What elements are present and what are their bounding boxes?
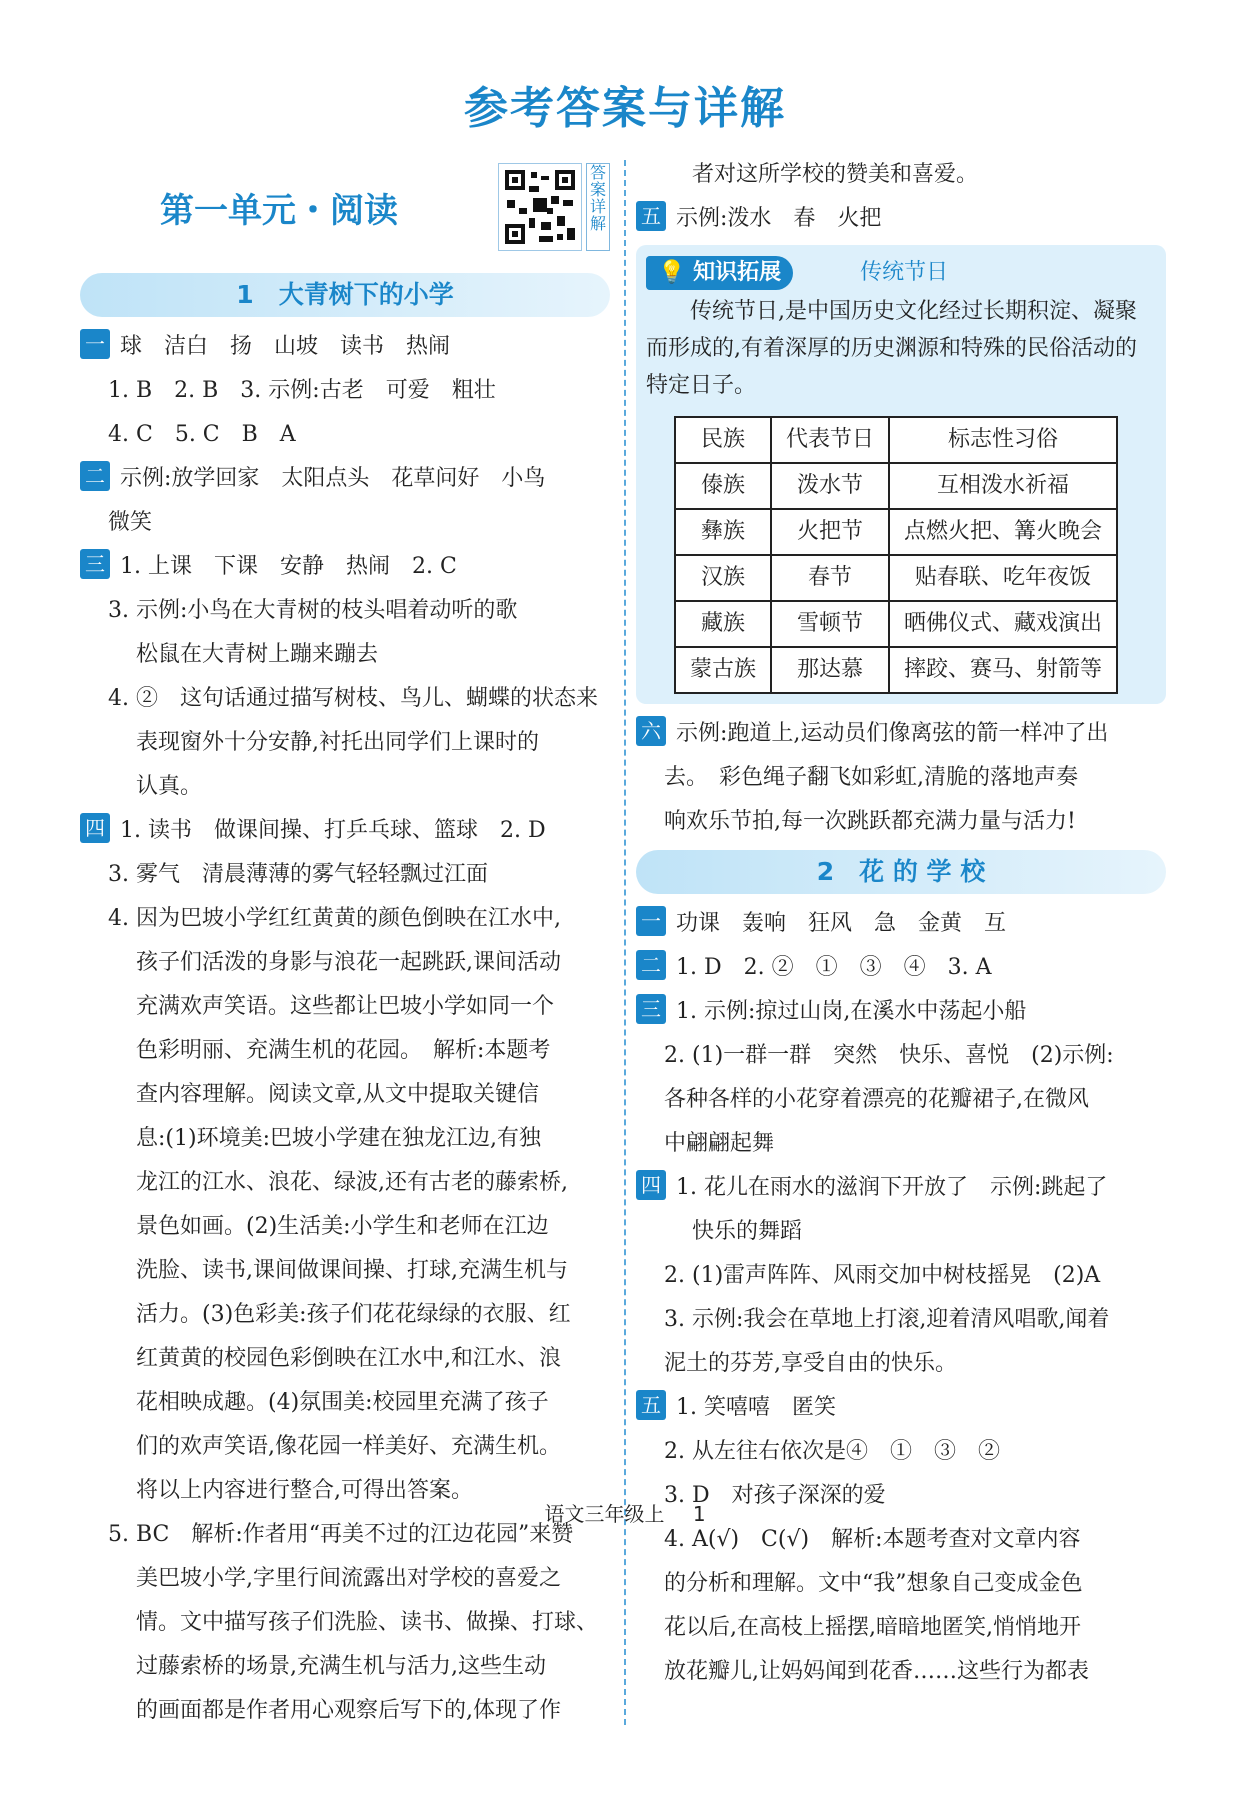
answer-text: 活力。(3)色彩美:孩子们花花绿绿的衣服、红 [136, 1302, 571, 1327]
answer-text: 松鼠在大青树上蹦来蹦去 [136, 642, 379, 667]
knowledge-tag: 💡 知识拓展 [646, 256, 793, 290]
page-number: 1 [692, 1502, 706, 1526]
lightbulb-icon: 💡 [658, 260, 686, 285]
answer-text: 功课 轰响 狂风 急 金黄 互 [676, 911, 1007, 936]
answer-text: 2. 从左往右依次是④ ① ③ ② [664, 1439, 1000, 1464]
answer-line [80, 1689, 610, 1733]
answer-line [80, 589, 610, 633]
column-divider [624, 160, 626, 1725]
answer-text: 的分析和理解。文中“我”想象自己变成金色 [664, 1571, 1083, 1596]
answer-line [636, 1166, 1166, 1210]
answer-text: 红黄黄的校园色彩倒映在江水中,和江水、浪 [136, 1346, 561, 1371]
answer-text: 1. 示例:掠过山岗,在溪水中荡起小船 [676, 999, 1027, 1024]
table-row [675, 647, 1117, 693]
answer-text: 响欢乐节拍,每一次跳跃都充满力量与活力! [664, 809, 1076, 834]
answer-line [636, 153, 1166, 197]
answer-line [80, 1249, 610, 1293]
answer-line [636, 1562, 1166, 1606]
table-header: 标志性习俗 [889, 417, 1117, 463]
table-cell: 那达慕 [771, 647, 889, 693]
answer-line [80, 1337, 610, 1381]
answer-text: 1. 花儿在雨水的滋润下开放了 示例:跳起了 [676, 1175, 1108, 1200]
section-badge: 二 [80, 461, 110, 491]
answer-text: 的画面都是作者用心观察后写下的,体现了作 [136, 1698, 561, 1723]
answer-text: 泥土的芬芳,享受自由的快乐。 [664, 1351, 957, 1376]
section-badge: 一 [636, 906, 666, 936]
section-badge: 四 [636, 1170, 666, 1200]
answer-text: 1. 上课 下课 安静 热闹 2. C [120, 554, 457, 579]
table-row [675, 601, 1117, 647]
table-cell: 藏族 [675, 601, 771, 647]
answer-text: 球 洁白 扬 山坡 读书 热闹 [120, 334, 451, 359]
right-mid-lines [636, 712, 1166, 844]
knowledge-subtitle: 传统节日 [860, 260, 949, 285]
answer-text: 美巴坡小学,字里行间流露出对学校的喜爱之 [136, 1566, 561, 1591]
answer-text: 各种各样的小花穿着漂亮的花瓣裙子,在微风 [664, 1087, 1089, 1112]
answer-text: 过藤索桥的场景,充满生机与活力,这些生动 [136, 1654, 546, 1679]
answer-text: 孩子们活泼的身影与浪花一起跳跃,课间活动 [136, 950, 561, 975]
answer-text: 1. B 2. B 3. 示例:古老 可爱 粗壮 [108, 378, 496, 403]
answer-line [636, 756, 1166, 800]
answer-text: 认真。 [136, 774, 203, 799]
table-cell: 点燃火把、篝火晚会 [889, 509, 1117, 555]
answer-text: 3. D 对孩子深深的爱 [664, 1483, 886, 1508]
answer-line [80, 1557, 610, 1601]
answer-line [636, 1210, 1166, 1254]
answer-text: 3. 示例:我会在草地上打滚,迎着清风唱歌,闻着 [664, 1307, 1110, 1332]
table-row [675, 463, 1117, 509]
section-badge: 三 [636, 994, 666, 1024]
table-cell: 互相泼水祈福 [889, 463, 1117, 509]
knowledge-text: 传统节日,是中国历史文化经过长期积淀、凝聚而形成的,有着深厚的历史渊源和特殊的民俗活动的特定日子。 [646, 299, 1137, 398]
table-row [675, 555, 1117, 601]
footer-subject: 语文三年级上 [544, 1502, 665, 1526]
page-title: 参考答案与详解 [464, 83, 786, 134]
answer-text: 中翩翩起舞 [664, 1131, 775, 1156]
answer-line [80, 1293, 610, 1337]
answer-text: 微笑 [108, 510, 153, 535]
answer-line [80, 1425, 610, 1469]
answer-line [636, 800, 1166, 844]
answer-line [636, 1606, 1166, 1650]
answer-text: 3. 示例:小鸟在大青树的枝头唱着动听的歌 [108, 598, 518, 623]
table-cell: 春节 [771, 555, 889, 601]
answer-text: 示例:放学回家 太阳点头 花草问好 小鸟 [120, 466, 546, 491]
answer-line [80, 1381, 610, 1425]
answer-line [80, 369, 610, 413]
answer-line [80, 501, 610, 545]
section-badge: 五 [636, 1390, 666, 1420]
right-answer-lines [636, 902, 1166, 1694]
answer-text: 5. BC 解析:作者用“再美不过的江边花园”来赞 [108, 1522, 574, 1547]
answer-line [636, 1342, 1166, 1386]
answer-text: 花相映成趣。(4)氛围美:校园里充满了孩子 [136, 1390, 549, 1415]
answer-line [636, 1386, 1166, 1430]
page-footer [0, 1498, 1250, 1527]
festival-table [674, 416, 1118, 694]
table-cell: 泼水节 [771, 463, 889, 509]
unit-title: 第一单元・阅读 [160, 191, 398, 231]
answer-text: 2. (1)雷声阵阵、风雨交加中树枝摇晃 (2)A [664, 1263, 1101, 1288]
table-cell: 蒙古族 [675, 647, 771, 693]
knowledge-box [636, 245, 1166, 704]
section-badge: 二 [636, 950, 666, 980]
answer-text: 4. C 5. C B A [108, 422, 296, 447]
table-cell: 彝族 [675, 509, 771, 555]
answer-line [80, 677, 610, 721]
answer-text: 景色如画。(2)生活美:小学生和老师在江边 [136, 1214, 549, 1239]
answer-line [636, 902, 1166, 946]
answer-line [80, 633, 610, 677]
answer-text: 示例:跑道上,运动员们像离弦的箭一样冲了出 [676, 721, 1109, 746]
answer-text: 1. 笑嘻嘻 匿笑 [676, 1395, 836, 1420]
answer-line [636, 1254, 1166, 1298]
answer-line [80, 853, 610, 897]
answer-line [636, 1122, 1166, 1166]
answer-text: 4. A(√) C(√) 解析:本题考查对文章内容 [664, 1527, 1081, 1552]
answer-line [80, 1073, 610, 1117]
table-cell: 火把节 [771, 509, 889, 555]
section-badge: 一 [80, 329, 110, 359]
table-cell: 雪顿节 [771, 601, 889, 647]
section-badge: 三 [80, 549, 110, 579]
lesson-title-1: 1 大青树下的小学 [80, 273, 610, 317]
table-cell: 贴春联、吃年夜饭 [889, 555, 1117, 601]
answer-text: 洗脸、读书,课间做课间操、打球,充满生机与 [136, 1258, 568, 1283]
answer-text: 3. 雾气 清晨薄薄的雾气轻轻飘过江面 [108, 862, 488, 887]
answer-line [80, 897, 610, 941]
answer-line [636, 712, 1166, 756]
answer-line [636, 197, 1166, 241]
answer-text: 息:(1)环境美:巴坡小学建在独龙江边,有独 [136, 1126, 541, 1151]
answer-line [80, 809, 610, 853]
lesson-title-2: 2 花 的 学 校 [636, 850, 1166, 894]
table-header: 民族 [675, 417, 771, 463]
answer-line [80, 545, 610, 589]
answer-line [80, 1029, 610, 1073]
answer-text: 1. 读书 做课间操、打乒乓球、篮球 2. D [120, 818, 546, 843]
answer-line [636, 990, 1166, 1034]
table-cell: 汉族 [675, 555, 771, 601]
answer-line [80, 765, 610, 809]
answer-line [80, 721, 610, 765]
answer-line [80, 1601, 610, 1645]
qr-label: 答案详解 [586, 163, 610, 251]
answer-text: 4. ② 这句话通过描写树枝、鸟儿、蝴蝶的状态来 [108, 686, 598, 711]
answer-line [636, 946, 1166, 990]
section-badge: 四 [80, 813, 110, 843]
answer-text: 快乐的舞蹈 [692, 1219, 803, 1244]
answer-text: 情。文中描写孩子们洗脸、读书、做操、打球、 [136, 1610, 599, 1635]
answer-line [636, 1078, 1166, 1122]
answer-line [636, 1034, 1166, 1078]
answer-text: 查内容理解。阅读文章,从文中提取关键信 [136, 1082, 539, 1107]
answer-text: 者对这所学校的赞美和喜爱。 [692, 162, 979, 187]
right-column [636, 153, 1166, 1694]
table-header-row [675, 417, 1117, 463]
answer-line [80, 1117, 610, 1161]
answer-line [80, 413, 610, 457]
answer-text: 表现窗外十分安静,衬托出同学们上课时的 [136, 730, 539, 755]
answer-line [80, 985, 610, 1029]
answer-text: 们的欢声笑语,像花园一样美好、充满生机。 [136, 1434, 561, 1459]
table-cell: 晒佛仪式、藏戏演出 [889, 601, 1117, 647]
answer-line [80, 941, 610, 985]
table-header: 代表节日 [771, 417, 889, 463]
answer-text: 1. D 2. ② ① ③ ④ 3. A [676, 955, 992, 980]
section-badge: 六 [636, 716, 666, 746]
answer-line [80, 1205, 610, 1249]
answer-line [80, 457, 610, 501]
answer-text: 2. (1)一群一群 突然 快乐、喜悦 (2)示例: [664, 1043, 1114, 1068]
table-row [675, 509, 1117, 555]
answer-text: 龙江的江水、浪花、绿波,还有古老的藤索桥, [136, 1170, 568, 1195]
answer-text: 花以后,在高枝上摇摆,暗暗地匿笑,悄悄地开 [664, 1615, 1081, 1640]
answer-text: 放花瓣儿,让妈妈闻到花香……这些行为都表 [664, 1659, 1089, 1684]
answer-text: 示例:泼水 春 火把 [676, 206, 882, 231]
answer-line [80, 1161, 610, 1205]
answer-text: 色彩明丽、充满生机的花园。 解析:本题考 [136, 1038, 551, 1063]
right-top-lines [636, 153, 1166, 241]
answer-line [636, 1430, 1166, 1474]
section-badge: 五 [636, 201, 666, 231]
answer-text: 4. 因为巴坡小学红红黄黄的颜色倒映在江水中, [108, 906, 561, 931]
answer-line [636, 1650, 1166, 1694]
table-cell: 摔跤、赛马、射箭等 [889, 647, 1117, 693]
answer-text: 去。 彩色绳子翻飞如彩虹,清脆的落地声奏 [664, 765, 1078, 790]
answer-line [80, 1645, 610, 1689]
answer-text: 将以上内容进行整合,可得出答案。 [136, 1478, 473, 1503]
answer-line [80, 325, 610, 369]
table-cell: 傣族 [675, 463, 771, 509]
qr-code-icon[interactable] [498, 163, 582, 251]
answer-text: 充满欢声笑语。这些都让巴坡小学如同一个 [136, 994, 555, 1019]
answer-line [636, 1298, 1166, 1342]
